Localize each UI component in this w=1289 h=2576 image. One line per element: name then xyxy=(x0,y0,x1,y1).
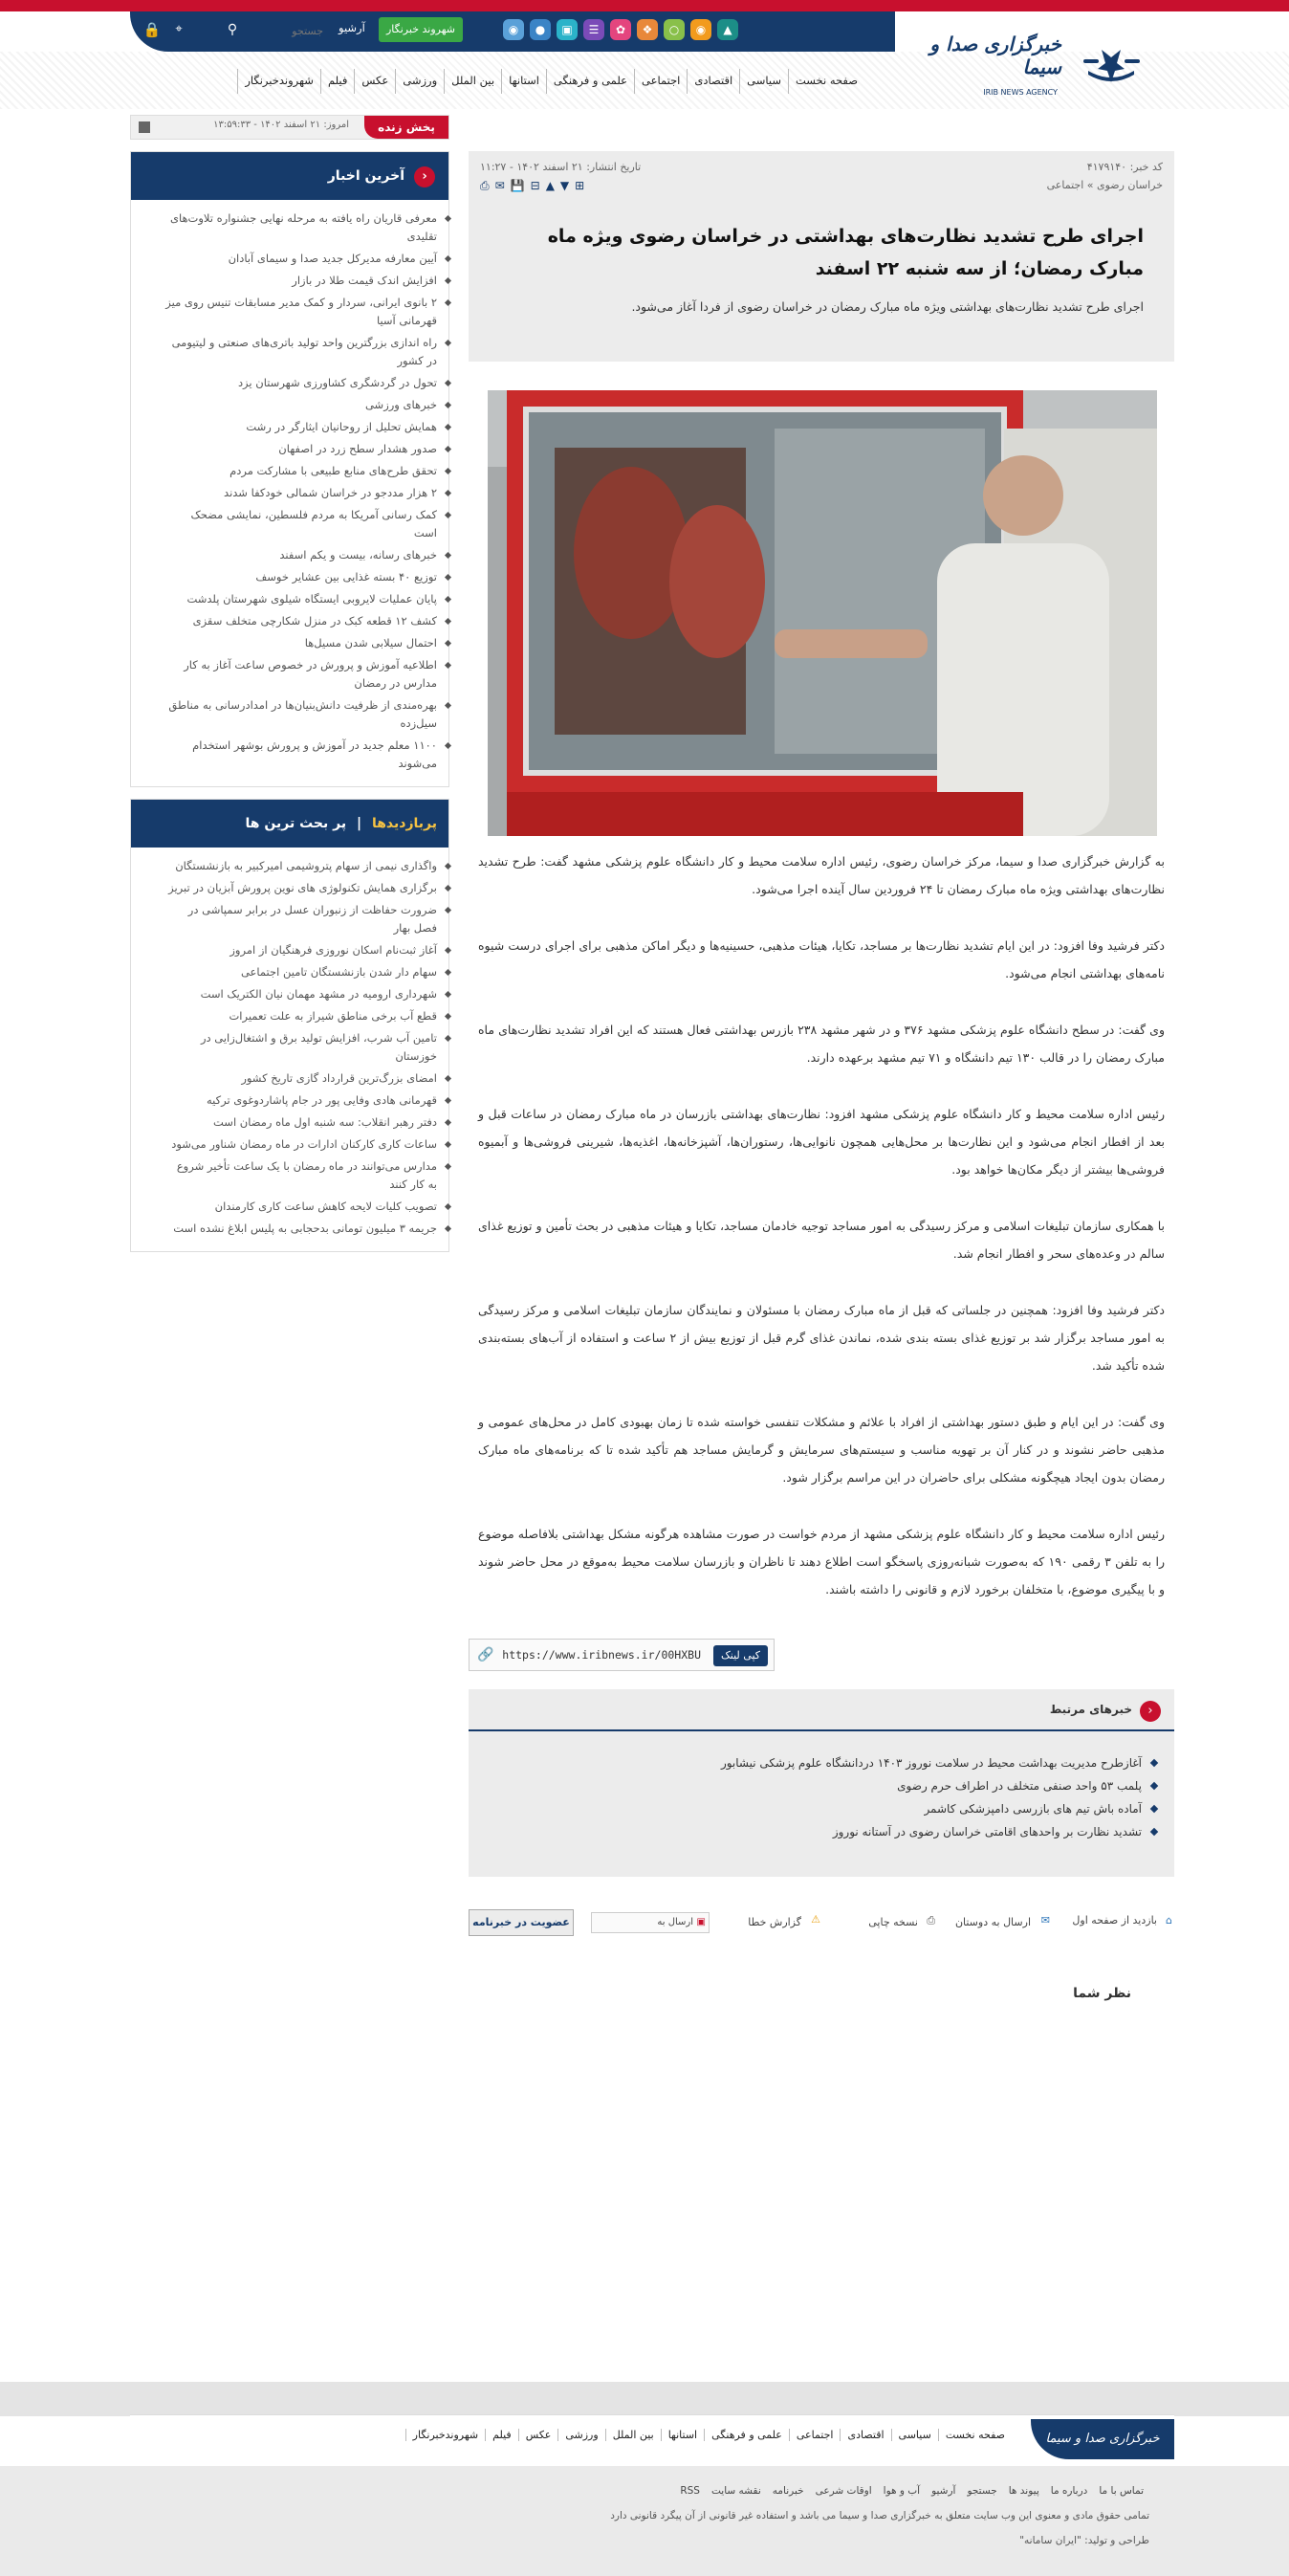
print-icon[interactable]: ⎙ xyxy=(927,1914,935,1926)
article-paragraph: رئیس اداره سلامت محیط و کار دانشگاه علوم پزشکی مشهد از مردم خواست در صورت مشاهده هرگونه مشکل بهداشتی بلافاصله موضوع را به تلفن ۳ رقمی ۱۹۰ که به‌صورت شبانه‌روزی پاسخگو است اطلاع دهند تا ناظران و بازرسان سلامت محیط به‌موقع در محل حاضر شوند و با پیگیری موضوع، با متخلفان برخورد لازم و قانونی را داشته باشند. xyxy=(478,1527,1165,1596)
comments-title: نظر شما xyxy=(1073,1986,1131,2001)
related-news xyxy=(469,1689,1174,1877)
latest-news-item[interactable]: راه اندازی بزرگترین واحد تولید باتری‌های صنعتی و لیتیومی در کشور xyxy=(165,334,437,370)
nav-item[interactable]: ورزشی xyxy=(395,69,444,94)
article-paragraph: وی گفت: در سطح دانشگاه علوم پزشکی مشهد ۳۷۶ و در شهر مشهد ۲۳۸ بازرس بهداشتی فعال هستند که این افراد تشدید نظارت‌های ماه مبارک رمضان را در قالب ۱۳۰ تیم دانشگاه و ۷۱ تیم مشهد برعهده دارند. xyxy=(478,1023,1165,1065)
breadcrumb[interactable]: خراسان رضوی » اجتماعی xyxy=(1046,179,1163,191)
popular-news-item[interactable]: ضرورت حفاظت از زنبوران عسل در برابر سمپاشی در فصل بهار xyxy=(165,901,437,937)
main-nav xyxy=(233,69,864,94)
arrow-up-icon[interactable]: ▲ xyxy=(545,179,560,192)
send-icon[interactable]: ✉ xyxy=(1040,1914,1050,1926)
latest-news-item[interactable]: افزایش اندک قیمت طلا در بازار xyxy=(165,272,437,290)
latest-news-item[interactable]: ۲ هزار مددجو در خراسان شمالی خودکفا شدند xyxy=(165,484,437,502)
related-news-item[interactable]: آغازطرح مدیریت بهداشت محیط در سلامت نوروز ۱۴۰۳ دردانشگاه علوم پزشکی نیشابور xyxy=(469,1752,1142,1774)
article-paragraph: دکتر فرشید وفا افزود: در این ایام تشدید نظارت‌ها بر مساجد، تکایا، هیئات مذهبی، حسینیه‌ها و دیگر اماکن مذهبی برای اجرای درست شیوه نامه‌های بهداشتی انجام می‌شود. xyxy=(478,938,1165,980)
bullet-icon xyxy=(1150,1805,1158,1813)
design-credit: طراحی و تولید: "ایران سامانه" xyxy=(1019,2535,1149,2546)
tab-separator: | xyxy=(356,816,362,831)
latest-news-item[interactable]: همایش تحلیل از روحانیان ایثارگر در رشت xyxy=(165,418,437,436)
bullet-icon xyxy=(1150,1759,1158,1767)
footer-nav-item[interactable]: شهروندخبرنگار xyxy=(405,2429,486,2441)
article-tools xyxy=(469,1909,1174,1938)
article-photo xyxy=(488,390,1157,836)
article-paragraph: دکتر فرشید وفا افزود: همچنین در جلساتی که قبل از ماه مبارک رمضان با مسئولان و نمایندگان سازمان تبلیغات اسلامی و مرکز رسیدگی به امور مساجد برگزار شد بر توزیع غذای بسته بندی شده، نماندن غذای گرم قبل از توزیع بیش از ۲ ساعت و استفاده از آب‌های بسته‌بندی شده تأکید شد. xyxy=(478,1303,1165,1373)
live-button[interactable]: پخش زنده xyxy=(364,116,448,139)
logo-subtitle: IRIB NEWS AGENCY xyxy=(983,88,1058,97)
article-paragraph: وی گفت: در این ایام و طبق دستور بهداشتی از افراد با علائم و مشکلات تنفسی خواسته شده تا زمان بهبودی کامل در محل‌های عمومی و مذهبی حاضر نشوند و در کنار آن بر تهویه مناسب و سیستم‌های سرمایش و گرمایش مساجد هم تأکید شده تا که برنامه‌های ماه مبارک رمضان بدون ایجاد هیچگونه مشکلی برای حاضران در این مراسم برگزار شود. xyxy=(478,1415,1165,1485)
footer-nav-item[interactable]: صفحه نخست xyxy=(938,2429,1012,2441)
popular-box xyxy=(130,799,449,1252)
tab-most-discussed[interactable]: پر بحث ترین ها xyxy=(245,816,347,831)
news-code: کد خبر: ۴۱۷۹۱۴۰ xyxy=(1086,161,1163,173)
footer-nav-item[interactable]: اجتماعی xyxy=(789,2429,841,2441)
android-icon[interactable]: ◉ xyxy=(503,19,524,40)
nav-item[interactable]: سیاسی xyxy=(739,69,788,94)
email-icon[interactable]: ✉ xyxy=(494,179,511,192)
latest-news-item[interactable]: تحقق طرح‌های منابع طبیعی با مشارکت مردم xyxy=(165,462,437,480)
send-to-friends[interactable]: ارسال به دوستان xyxy=(954,1916,1031,1928)
footer-nav-bar xyxy=(130,2414,1174,2462)
latest-news-item[interactable]: کشف ۱۲ قطعه کبک در منزل شکارچی متخلف سقزی xyxy=(165,612,437,630)
latest-news-item[interactable]: صدور هشدار سطح زرد در اصفهان xyxy=(165,440,437,458)
footer-logo[interactable]: خبرگزاری صدا و سیما xyxy=(1031,2419,1174,2459)
search-icon[interactable]: ⚲ xyxy=(227,22,238,37)
share-icon: ▣ xyxy=(696,1917,706,1927)
app-icon-6[interactable]: ◉ xyxy=(690,19,711,40)
rss-icon[interactable]: ⌖ xyxy=(175,22,183,36)
home-icon[interactable]: ⌂ xyxy=(1166,1914,1172,1926)
footer-nav-item[interactable]: اقتصادی xyxy=(840,2429,890,2441)
latest-news-item[interactable]: ۲ بانوی ایرانی، سردار و کمک مدیر مسابقات تنیس روی میز قهرمانی آسیا xyxy=(165,294,437,330)
home-link[interactable]: بازدید از صفحه اول xyxy=(1072,1914,1157,1926)
copyright: تمامی حقوق مادی و معنوی این وب سایت متعلق به خبرگزاری صدا و سیما می باشد و استفاده غیر قانونی از آن پیگرد قانونی دارد xyxy=(610,2510,1149,2521)
latest-news-item[interactable]: معرفی قاریان راه یافته به مرحله نهایی جشنواره تلاوت‌های تقلیدی xyxy=(165,209,437,246)
share-label: ارسال به xyxy=(657,1917,693,1927)
latest-news-item[interactable]: کمک رسانی آمریکا به مردم فلسطین، نمایشی مضحک است xyxy=(165,506,437,542)
latest-news-item[interactable]: توزیع ۴۰ بسته غذایی بین عشایر خوسف xyxy=(165,568,437,586)
footer-link[interactable]: تماس با ما xyxy=(1099,2485,1144,2497)
live-strip xyxy=(130,115,449,140)
related-news-header xyxy=(469,1689,1174,1731)
footer-link[interactable]: اوقات شرعی xyxy=(815,2485,872,2497)
footer-link[interactable]: نقشه سایت xyxy=(710,2485,761,2497)
app-icon-3[interactable]: ✿ xyxy=(610,19,631,40)
footer-link[interactable]: آب و هوا xyxy=(883,2485,921,2497)
article-meta-row-2 xyxy=(480,179,1163,193)
zoom-in-icon[interactable]: ⊞ xyxy=(575,179,591,192)
latest-news-item[interactable]: آیین معارفه مدیرکل جدید صدا و سیمای آبادان xyxy=(165,250,437,268)
article-paragraph: به گزارش خبرگزاری صدا و سیما، مرکز خراسان رضوی، رئیس اداره سلامت محیط و کار دانشگاه علوم پزشکی مشهد گفت: طرح تشدید نظارت‌های بهداشتی ویژه ماه مبارک رمضان تا ۲۴ فروردین سال آینده اجرا می‌شود. xyxy=(478,854,1165,896)
popular-news-item[interactable]: قهرمانی هادی وفایی پور در جام پاشاردوغوی ترکیه xyxy=(165,1091,437,1110)
footer-nav-item[interactable]: عکس xyxy=(518,2429,558,2441)
nav-item[interactable]: استانها xyxy=(501,69,546,94)
lock-icon[interactable]: 🔒 xyxy=(142,21,162,38)
footer-link[interactable]: درباره ما xyxy=(1050,2485,1088,2497)
footer xyxy=(0,2466,1289,2576)
zoom-out-icon[interactable]: ⊟ xyxy=(530,179,546,192)
latest-news-item[interactable]: ۱۱۰۰ معلم جدید در آموزش و پرورش بوشهر استخدام می‌شوند xyxy=(165,737,437,773)
article-title: اجرای طرح تشدید نظارت‌های بهداشتی در خراسان رضوی ویژه ماه مبارک رمضان؛ از سه شنبه ۲۲ اسفند xyxy=(547,226,1144,279)
app-icon-2[interactable]: ☰ xyxy=(583,19,604,40)
latest-news-item[interactable]: خبرهای ورزشی xyxy=(165,396,437,414)
app-icon-5[interactable]: ○ xyxy=(664,19,685,40)
popular-news-item[interactable]: جریمه ۳ میلیون تومانی بدحجابی به پلیس ابلاغ نشده است xyxy=(165,1220,437,1238)
popular-tabs xyxy=(131,800,448,848)
copy-link-button[interactable]: کپی لینک xyxy=(713,1645,768,1666)
popular-news-item[interactable]: واگذاری نیمی از سهام پتروشیمی امیرکبیر به بازنشستگان xyxy=(165,857,437,875)
link-icon: 🔗 xyxy=(477,1647,494,1662)
article xyxy=(469,151,1174,2001)
bullet-icon xyxy=(1150,1782,1158,1790)
short-link-box xyxy=(469,1639,775,1671)
report-error[interactable]: گزارش خطا xyxy=(748,1916,801,1928)
nav-item[interactable]: صفحه نخست xyxy=(788,69,864,94)
print-version[interactable]: نسخه چاپی xyxy=(868,1916,918,1928)
share-widget[interactable] xyxy=(591,1912,710,1933)
popular-news-item[interactable]: مدارس می‌توانند در ماه رمضان با یک ساعت تأخیر شروع به کار کنند xyxy=(165,1157,437,1194)
related-news-item[interactable]: تشدید نظارت بر واحدهای اقامتی خراسان رضوی در آستانه نوروز xyxy=(469,1821,1142,1843)
meat-display-photo xyxy=(488,390,1157,836)
search-input[interactable] xyxy=(247,21,323,40)
save-icon[interactable]: 💾 xyxy=(510,179,531,192)
popular-news-item[interactable]: ساعات کاری کارکنان ادارات در ماه رمضان شناور می‌شود xyxy=(165,1135,437,1154)
latest-news-title: آخرین اخبار xyxy=(327,168,404,184)
related-news-item[interactable]: پلمب ۵۳ واحد صنفی متخلف در اطراف حرم رضوی xyxy=(469,1775,1142,1797)
nav-item[interactable]: عکس xyxy=(354,69,395,94)
warning-icon[interactable]: ⚠ xyxy=(811,1913,820,1926)
footer-links xyxy=(674,2485,1149,2497)
footer-nav-item[interactable]: علمی و فرهنگی xyxy=(704,2429,789,2441)
print-icon[interactable]: ⎙ xyxy=(480,179,495,192)
article-header xyxy=(469,151,1174,362)
article-lead: اجرای طرح تشدید نظارت‌های بهداشتی ویژه ماه مبارک رمضان در خراسان رضوی از فردا آغاز می‌شود. xyxy=(631,299,1144,314)
footer-spacer xyxy=(0,2382,1289,2416)
popular-news-item[interactable]: آغاز ثبت‌نام اسکان نوروزی فرهنگیان از امروز xyxy=(165,941,437,959)
footer-link[interactable]: RSS xyxy=(680,2485,700,2497)
nav-item[interactable]: اقتصادی xyxy=(687,69,739,94)
subscribe-button[interactable]: عضویت در خبرنامه xyxy=(469,1909,574,1936)
short-link-url[interactable]: https://www.iribnews.ir/00HXBU xyxy=(502,1648,701,1662)
footer-link[interactable]: آرشیو xyxy=(931,2485,956,2497)
site-logo[interactable] xyxy=(897,21,1146,107)
article-paragraph: با همکاری سازمان تبلیغات اسلامی و مرکز رسیدگی به امور مساجد توجیه خادمان مساجد، تکایا و هیئات مذهبی در بحث تأمین و توزیع غذای سالم در وعده‌های سحر و افطار انجام شد. xyxy=(478,1219,1165,1261)
footer-link[interactable]: خبرنامه xyxy=(772,2485,804,2497)
apple-icon[interactable]: ● xyxy=(530,19,551,40)
footer-link[interactable]: جستجو xyxy=(967,2485,997,2497)
citizen-reporter-button[interactable]: شهروند خبرنگار xyxy=(379,17,463,42)
footer-nav-item[interactable]: بین الملل xyxy=(605,2429,661,2441)
nav-item[interactable]: بین الملل xyxy=(444,69,501,94)
nav-item[interactable]: فیلم xyxy=(320,69,354,94)
nav-item[interactable]: شهروندخبرنگار xyxy=(237,69,320,94)
latest-news-item[interactable]: خبرهای رسانه، بیست و یکم اسفند xyxy=(165,546,437,564)
popular-news-item[interactable]: تامین آب شرب، افزایش تولید برق و اشتغال‌زایی در خوزستان xyxy=(165,1029,437,1066)
related-news-list xyxy=(469,1731,1174,1843)
article-toolbar xyxy=(480,179,590,193)
arrow-down-icon[interactable]: ▼ xyxy=(559,179,576,192)
footer-nav-item[interactable]: استانها xyxy=(661,2429,704,2441)
latest-news-item[interactable]: پایان عملیات لایروبی ایستگاه شیلوی شهرستان پلدشت xyxy=(165,590,437,608)
logo-title: خبرگزاری صدا و سیما xyxy=(929,33,1061,78)
publish-date: تاریخ انتشار: ۲۱ اسفند ۱۴۰۲ - ۱۱:۲۷ xyxy=(480,161,642,173)
related-news-item[interactable]: آماده باش تیم های بازرسی دامپزشکی کاشمر xyxy=(469,1798,1142,1820)
popular-news-item[interactable]: شهرداری اروميه در مشهد مهمان نیان الکتریک است xyxy=(165,985,437,1003)
popular-news-item[interactable]: برگزاری همایش تکنولوژی های نوین پرورش آبزیان در تبریز xyxy=(165,879,437,897)
popular-news-item[interactable]: امضای بزرگ‌ترین قرارداد گازی تاریخ کشور xyxy=(165,1069,437,1088)
bullet-icon xyxy=(1150,1828,1158,1836)
sidebar xyxy=(130,151,449,1252)
footer-nav-item[interactable]: ورزشی xyxy=(557,2429,604,2441)
nav-item[interactable]: اجتماعی xyxy=(634,69,687,94)
calendar-icon xyxy=(139,121,150,133)
app-icon-4[interactable]: ❖ xyxy=(637,19,658,40)
latest-news-item[interactable]: بهره‌مندی از ظرفیت دانش‌بنیان‌ها در امدادرسانی به مناطق سیل‌زده xyxy=(165,696,437,733)
article-paragraph: رئیس اداره سلامت محیط و کار دانشگاه علوم پزشکی مشهد افزود: نظارت‌های بهداشتی بازرسان در ماه مبارک رمضان در ساعات قبل و بعد از افطار انجام می‌شود و این نظارت‌ها بر محل‌هایی همچون نانوایی‌ها، رستوران‌ها، آشپزخانه‌ها، اغذیه‌ها، شیرینی فروشی‌ها و آبمیوه فروشی‌ها بیشتر از دیگر مکان‌ها خواهد بود. xyxy=(478,1107,1165,1177)
footer-link[interactable]: پیوند ها xyxy=(1008,2485,1039,2497)
latest-news-item[interactable]: اطلاعیه آموزش و پرورش در خصوص ساعت آغاز به کار مدارس در رمضان xyxy=(165,656,437,693)
latest-news-header xyxy=(131,152,448,200)
footer-nav-item[interactable]: فیلم xyxy=(485,2429,518,2441)
app-icon-7[interactable]: ▲ xyxy=(717,19,738,40)
popular-news-item[interactable]: تصویب کلیات لایحه کاهش ساعت کاری کارمندان xyxy=(165,1198,437,1216)
tab-most-viewed[interactable]: پربازدیدها xyxy=(371,816,437,831)
related-news-title: خبرهای مرتبط xyxy=(1049,1703,1132,1716)
popular-news-item[interactable]: دفتر رهبر انقلاب: سه شنبه اول ماه رمضان است xyxy=(165,1113,437,1132)
latest-news-box xyxy=(130,151,449,787)
app-icon-1[interactable]: ▣ xyxy=(557,19,578,40)
popular-news-item[interactable]: سهام دار شدن بازنشستگان تامین اجتماعی xyxy=(165,963,437,981)
archive-link[interactable]: آرشیو xyxy=(339,21,365,34)
popular-list xyxy=(131,848,448,1251)
popular-news-item[interactable]: قطع آب برخی مناطق شیراز به علت تعمیرات xyxy=(165,1007,437,1025)
article-meta-row xyxy=(480,161,1163,173)
top-utility-bar xyxy=(130,11,895,52)
latest-news-item[interactable]: تحول در گردشگری کشاورزی شهرستان یزد xyxy=(165,374,437,392)
footer-nav xyxy=(405,2429,1012,2441)
chevron-left-icon: ‹ xyxy=(414,166,435,187)
nav-item[interactable]: علمی و فرهنگی xyxy=(546,69,634,94)
article-body xyxy=(478,848,1165,1632)
today-date: امروز: ۲۱ اسفند ۱۴۰۲ - ۱۳:۵۹:۳۳ xyxy=(213,120,349,130)
top-red-strip xyxy=(0,0,1289,11)
footer-nav-item[interactable]: سیاسی xyxy=(891,2429,938,2441)
latest-news-item[interactable]: احتمال سیلابی شدن مسیل‌ها xyxy=(165,634,437,652)
latest-news-list xyxy=(131,200,448,786)
chevron-left-icon: ‹ xyxy=(1140,1701,1161,1722)
